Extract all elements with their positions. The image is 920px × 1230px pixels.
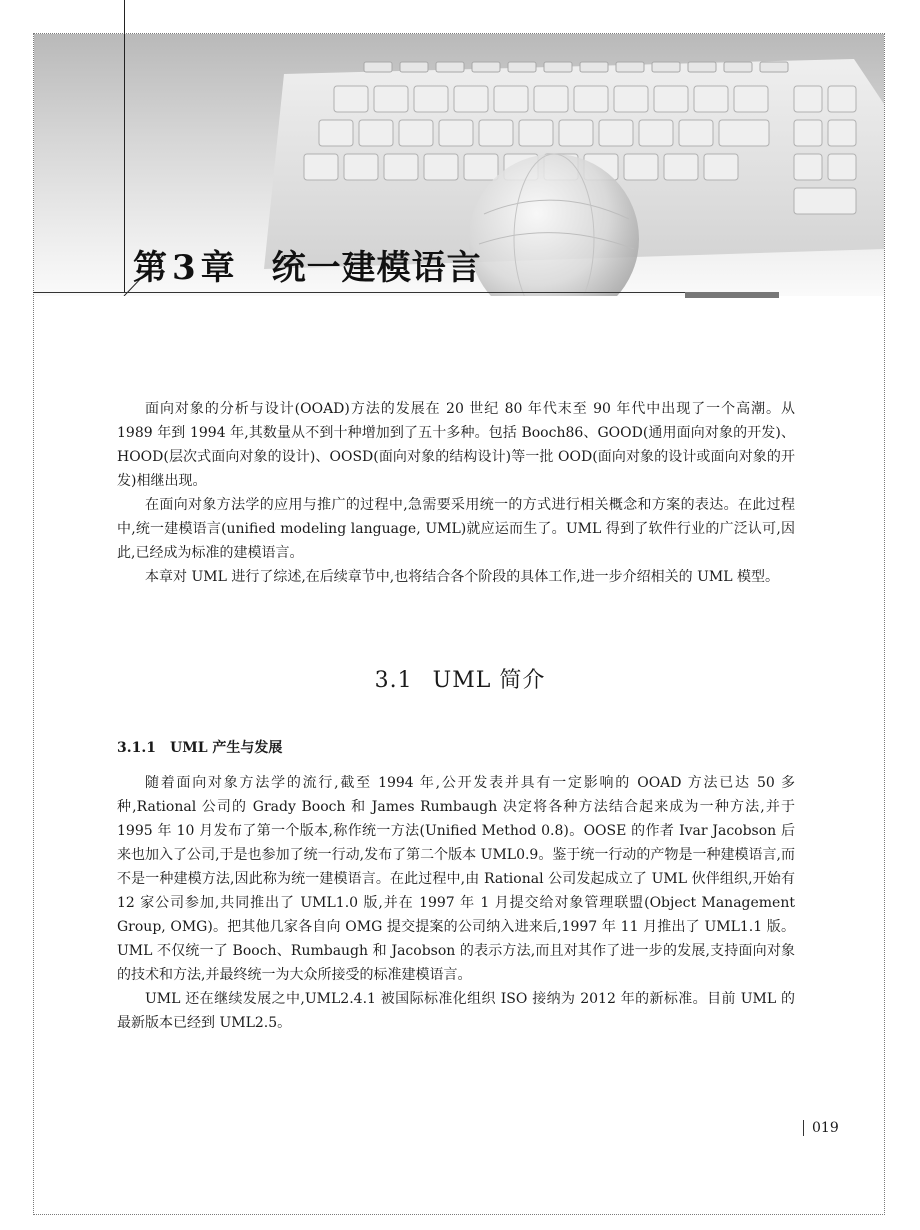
body-paragraph: 随着面向对象方法学的流行,截至 1994 年,公开发表并具有一定影响的 OOAD 方法已达 50 多种,Rational 公司的 Grady Booch 和 James Rumbaugh 决定将各种方法结合起来成为一种方法,并于 1995 年 10 月发布了第一个版本,称作统一方法(Unified Method 0.8)。OOSE 的作者 Ivar Jacobson 后来也加入了公司,于是也参加了统一行动,发布了第二个版本 UML0.9。鉴于统一行动的产物是一种建模语言,而不是一种建模方法,因此称为统一建模语言。在此过程中,由 Rational 公司发起成立了 UML 伙伴组织,开始有 12 家公司参加,共同推出了 UML1.0 版,并在 1997 年 1 月提交给对象管理联盟(Object Management Group, OMG)。把其他几家各自向 OMG 提交提案的公司纳入进来后,1997 年 11 月推出了 UML1.1 版。UML 不仅统一了 Booch、Rumbaugh 和 Jacobson 的表示方法,而且对其作了进一步的发展,支持面向对象的技术和方法,并最终统一为大众所接受的标准建模语言。 <box>117 775 795 983</box>
intro-text <box>117 397 795 589</box>
subsection-title: UML 产生与发展 <box>169 740 283 756</box>
chapter-prefix: 第 <box>133 248 168 288</box>
page-number: 019 <box>803 1120 839 1136</box>
chapter-rule-accent <box>685 292 779 298</box>
chapter-title <box>133 240 482 289</box>
subsection-number: 3.1.1 <box>117 740 156 756</box>
chapter-name: 统一建模语言 <box>271 248 482 288</box>
section-title: UML 简介 <box>432 668 546 693</box>
body-paragraph: UML 还在继续发展之中,UML2.4.1 被国际标准化组织 ISO 接纳为 2012 年的新标准。目前 UML 的最新版本已经到 UML2.5。 <box>117 991 795 1031</box>
main-text <box>117 771 795 1035</box>
subsection-heading <box>117 737 282 757</box>
chapter-number: 3 <box>172 248 197 288</box>
banner-vertical-rule <box>124 0 125 292</box>
intro-paragraph: 面向对象的分析与设计(OOAD)方法的发展在 20 世纪 80 年代末至 90 年代中出现了一个高潮。从 1989 年到 1994 年,其数量从不到十种增加到了五十多种。包括 Booch86、GOOD(通用面向对象的开发)、HOOD(层次式面向对象的设计)、OOSD(面向对象的结构设计)等一批 OOD(面向对象的设计或面向对象的开发)相继出现。 <box>117 401 795 489</box>
chapter-rule <box>33 292 685 293</box>
intro-paragraph: 本章对 UML 进行了综述,在后续章节中,也将结合各个阶段的具体工作,进一步介绍相关的 UML 模型。 <box>145 569 780 585</box>
section-number: 3.1 <box>374 668 413 693</box>
intro-paragraph: 在面向对象方法学的应用与推广的过程中,急需要采用统一的方式进行相关概念和方案的表达。在此过程中,统一建模语言(unified modeling language, UML)就应运而生了。UML 得到了软件行业的广泛认可,因此,已经成为标准的建模语言。 <box>117 497 795 561</box>
chapter-suffix: 章 <box>200 248 236 288</box>
section-heading <box>0 663 920 694</box>
